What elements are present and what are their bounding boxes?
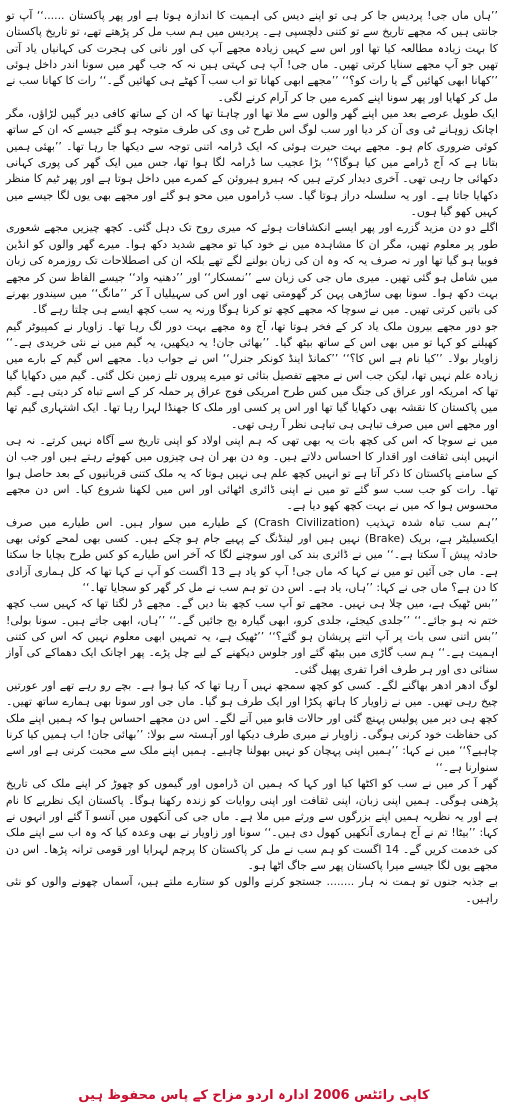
article-paragraph-5: میں نے سوچا کہ اس کی کچھ بات یہ بھی تھی کہ ہم اپنی اولاد کو اپنی تاریخ سے آگاہ نہیں کرتے۔ نہ ہی انہیں اپنی ثقافت اور اقدار کا احساس دلاتے ہیں۔ وہ دن بھر ان ہی چیزوں میں کھوئے رہتے ہیں اور جب ان کے سامنے پاکستان کا ذکر آتا ہے تو انہیں کچھ علم ہی نہیں ہوتا کہ یہ ملک کتنی قربانیوں کے بعد حاصل ہوا تھا۔ رات کو جب سب سو گئے تو میں نے اپنی ڈائری اٹھائی اور اس میں لکھنا شروع کیا۔ اس دن مجھے محسوس ہوا کہ میں نے بہت کچھ کھو دیا ہے۔ <box>6 433 498 513</box>
article-paragraph-9: گھر آ کر میں نے سب کو اکٹھا کیا اور کہا کہ ہمیں ان ڈراموں اور گیموں کو چھوڑ کر اپنے ملک کی تاریخ پڑھنی ہوگی۔ ہمیں اپنی زبان، اپنی ثقافت اور اپنی روایات کو زندہ رکھنا ہوگا۔ پاکستان ایک نظریے کا نام ہے اور یہ نظریہ ہمیں اپنے بزرگوں سے ورثے میں ملا ہے۔ ماں جی کی آنکھوں میں آنسو آ گئے اور انہوں نے کہا: ’’بیٹا! تم نے آج ہماری آنکھیں کھول دی ہیں۔‘‘ سونا اور زاویار نے بھی وعدہ کیا کہ وہ اب سے اپنے ملک کی خدمت کریں گے۔ 14 اگست کو ہم سب نے مل کر پاکستان کا پرچم لہرایا اور قومی ترانہ پڑھا۔ اس دن مجھے یوں لگا جیسے میرا پاکستان پھر سے جاگ اٹھا ہو۔ <box>6 777 498 872</box>
article-paragraph-8: لوگ ادھر ادھر بھاگنے لگے۔ کسی کو کچھ سمجھ نہیں آ رہا تھا کہ کیا ہوا ہے۔ بچے رو رہے تھے اور عورتیں چیخ رہی تھیں۔ میں نے زاویار کا ہاتھ پکڑا اور ایک طرف ہو گیا۔ ماں جی اور سونا بھی ہمارے ساتھ تھیں۔ کچھ ہی دیر میں پولیس پہنچ گئی اور حالات قابو میں آنے لگے۔ اس دن مجھے احساس ہوا کہ ہمیں اپنے ملک کی حفاظت خود کرنی ہوگی۔ زاویار نے میری طرف دیکھا اور آہستہ سے بولا: ’’بھائی جان! اب ہمیں کیا کرنا چاہیے؟‘‘ میں نے کہا: ’’ہمیں اپنی پہچان کو نہیں بھولنا چاہیے۔ ہمیں اپنے ملک سے محبت کرنی ہے اور اسے سنوارنا ہے۔‘‘ <box>6 679 498 774</box>
article-paragraph-1: ’’ہاں ماں جی! پردیس جا کر ہی تو اپنے دیس کی اہمیت کا اندازہ ہوتا ہے اور پھر پاکستان ......‘‘ آپ تو جانتی ہیں کہ مجھے تاریخ سے تو کتنی دلچسپی ہے۔ پردیس میں ہم سب مل کر پڑھتے تھے، تو تاریخ پاکستان کا بہت زیادہ مطالعہ کیا تھا اور اس سے کہیں زیادہ مجھے آپ کی اور نانی کی ہجرت کی کہانیاں یاد آتی تھیں جو آپ مجھے سنایا کرتی تھیں۔ ماں جی! آپ ہی کہتی ہیں نہ کہ جب گھر میں سونا اندر داخل ہوئی ’’کھانا ابھی کھائیں گے یا رات کو؟‘‘ ’’مجھے ابھی کھانا تو اب سب آ کھٹے ہی کھائیں گے۔‘‘ رات کا کھانا سب نے مل کر کھایا اور پھر سونا اپنے کمرے میں جا کر آرام کرنے لگی۔ <box>6 9 498 104</box>
article-paragraph-7: ’’بس ٹھیک ہے، میں چلا ہی نہیں۔ مجھے تو آپ سب کچھ بتا دیں گے۔ مجھے ڈر لگتا تھا کہ کہیں سب کچھ ختم نہ ہو جائے۔‘‘ ’’جلدی کیجئے، جلدی کرو، ابھی گیارہ بج جائیں گے۔‘‘ ’’ہاں، ابھی جاتے ہیں۔ سونا بولی! ’’بس اتنی سی بات پر آپ اتنے پریشان ہو گئے؟‘‘ ’’ٹھیک ہے، یہ تمہیں ابھی معلوم نہیں کہ اس کی کتنی اہمیت ہے۔‘‘ ہم سب گاڑی میں بیٹھ گئے اور جلوس دیکھنے کے لیے چل پڑے۔ پھر اچانک ایک دھماکے کی آواز سنائی دی اور ہر طرف افرا تفری پھیل گئی۔ <box>6 597 498 676</box>
article-paragraph-2: ایک طویل عرصے بعد میں اپنے گھر والوں سے ملا تھا اور چاہتا تھا کہ ان کے ساتھ کافی دیر گپیں لڑاؤں، مگر اچانک زوہانے ٹی وی آن کر دیا اور سب لوگ اس طرح ٹی وی کی طرف متوجہ ہو گئے جیسے کہ ان کے ساتھ کوئی ضروری کام ہو۔ مجھے بہت حیرت ہوئی کہ ایک ڈرامہ اتنی توجہ سے دیکھا جا رہا تھا۔ ’’بھئی ہمیں بتانا ہے کہ آج ڈرامے میں کیا ہوگا؟‘‘ بڑا عجیب سا ڈرامہ لگا ہوا تھا، جس میں ایک گھر کی پوری کہانی دکھائی جا رہی تھی۔ آخری دیدار کرتے ہیں کہ ہیرو ہیروئن کے کمرے میں داخل ہوتا ہے اور پھر ٹیم کا منظر دکھایا جاتا ہے۔ اور یہ سلسلہ دراز ہوتا گیا۔ سب ڈراموں میں محو ہو گئے اور مجھے بھی یوں لگا جیسے میں کہیں کھو گیا ہوں۔ <box>6 107 498 219</box>
article-body <box>6 8 498 907</box>
copyright-notice: کاپی رائٹس 2006 ادارہ اردو مزاح کے پاس محفوظ ہیں <box>78 1088 430 1103</box>
article-paragraph-3: اگلے دو دن مزید گزرے اور پھر ایسے انکشافات ہوئے کہ میری روح تک دہل گئی۔ کچھ چیزیں مجھے شعوری طور پر معلوم تھیں، مگر ان کا مشاہدہ میں نے خود کیا تو مجھے شدید دکھ ہوا۔ میرے گھر والوں کو انڈین فوبیا ہو گیا تھا اور نہ صرف یہ کہ وہ ان کی زبان بولنے لگے تھے بلکہ ان کی اصطلاحات تک روزمرہ کی زبان میں شامل ہو گئی تھیں۔ میری ماں جی کی زبان سے ’’نمسکار‘‘ اور ’’دھنیہ واد‘‘ جیسے الفاظ سن کر مجھے بہت دکھ ہوا۔ سونا بھی ساڑھی پہن کر گھومتی تھی اور اس کی سہیلیاں آ کر ’’مانگ‘‘ میں سیندور بھرنے کی باتیں کرتی تھیں۔ میں نے سوچا کہ مجھے کچھ تو کرنا ہوگا ورنہ یہ سب کچھ ایسے ہی چلتا رہے گا۔ <box>6 221 498 317</box>
article-paragraph-4: جو دور مجھے بیرون ملک یاد کر کے فخر ہوتا تھا، آج وہ مجھے بہت دور لگ رہا تھا۔ زاویار نے کمپیوٹر گیم کھیلنے کو کہا تو میں بھی اس کے ساتھ بیٹھ گیا۔ ’’بھائی جان! یہ دیکھیں، یہ گیم میں نے نئی خریدی ہے۔‘‘ زاویار بولا۔ ’’کیا نام ہے اس کا؟‘‘ ’’کمانڈ اینڈ کونکر جنرل‘‘ اس نے جواب دیا۔ مجھے اس گیم کے بارے میں زیادہ علم نہیں تھا، لیکن جب اس نے مجھے تفصیل بتائی تو میرے پیروں تلے زمین نکل گئی۔ گیم میں دکھایا گیا تھا کہ امریکہ اور عراق کی جنگ میں کس طرح امریکی فوج عراق پر حملہ کر کے اسے تباہ کر دیتی ہے۔ گیم میں پاکستان کا نقشہ بھی دکھایا گیا تھا اور اس پر کسی اور ملک کا جھنڈا لہرا رہا تھا۔ ایک اشتہاری گیم تھا اور مجھے اس میں صرف تباہی ہی تباہی نظر آ رہی تھی۔ <box>6 319 498 431</box>
article-paragraph-6: ’’ہم سب تباہ شدہ تہذیب (Crash Civilization) کے طیارے میں سوار ہیں۔ اس طیارے میں صرف ایکسیلیٹر ہے، بریک (Brake) نہیں ہیں اور لینڈنگ کے پہیے جام ہو چکے ہیں۔ کسی بھی لمحے کوئی بھی حادثہ پیش آ سکتا ہے۔‘‘ میں نے ڈائری بند کی اور سوچنے لگا کہ آخر اس طیارے کو کس طرح بچایا جا سکتا ہے۔ ماں جی آئیں تو میں نے کہا کہ ماں جی! آپ کو یاد ہے 13 اگست کو آپ نے کہا تھا کہ کل ہماری آزادی کا دن ہے؟ ماں جی نے کہا: ’’ہاں، یاد ہے۔ اس دن تو ہم سب نے مل کر گھر کو سجایا تھا۔‘‘ <box>6 515 498 595</box>
article-closing-verse: بے جذبہ جنوں تو ہمت نہ ہار ........ جستجو کرنے والوں کو ستارے ملتے ہیں، آسماں چھونے والوں کو نئی راہیں۔ <box>6 875 498 905</box>
